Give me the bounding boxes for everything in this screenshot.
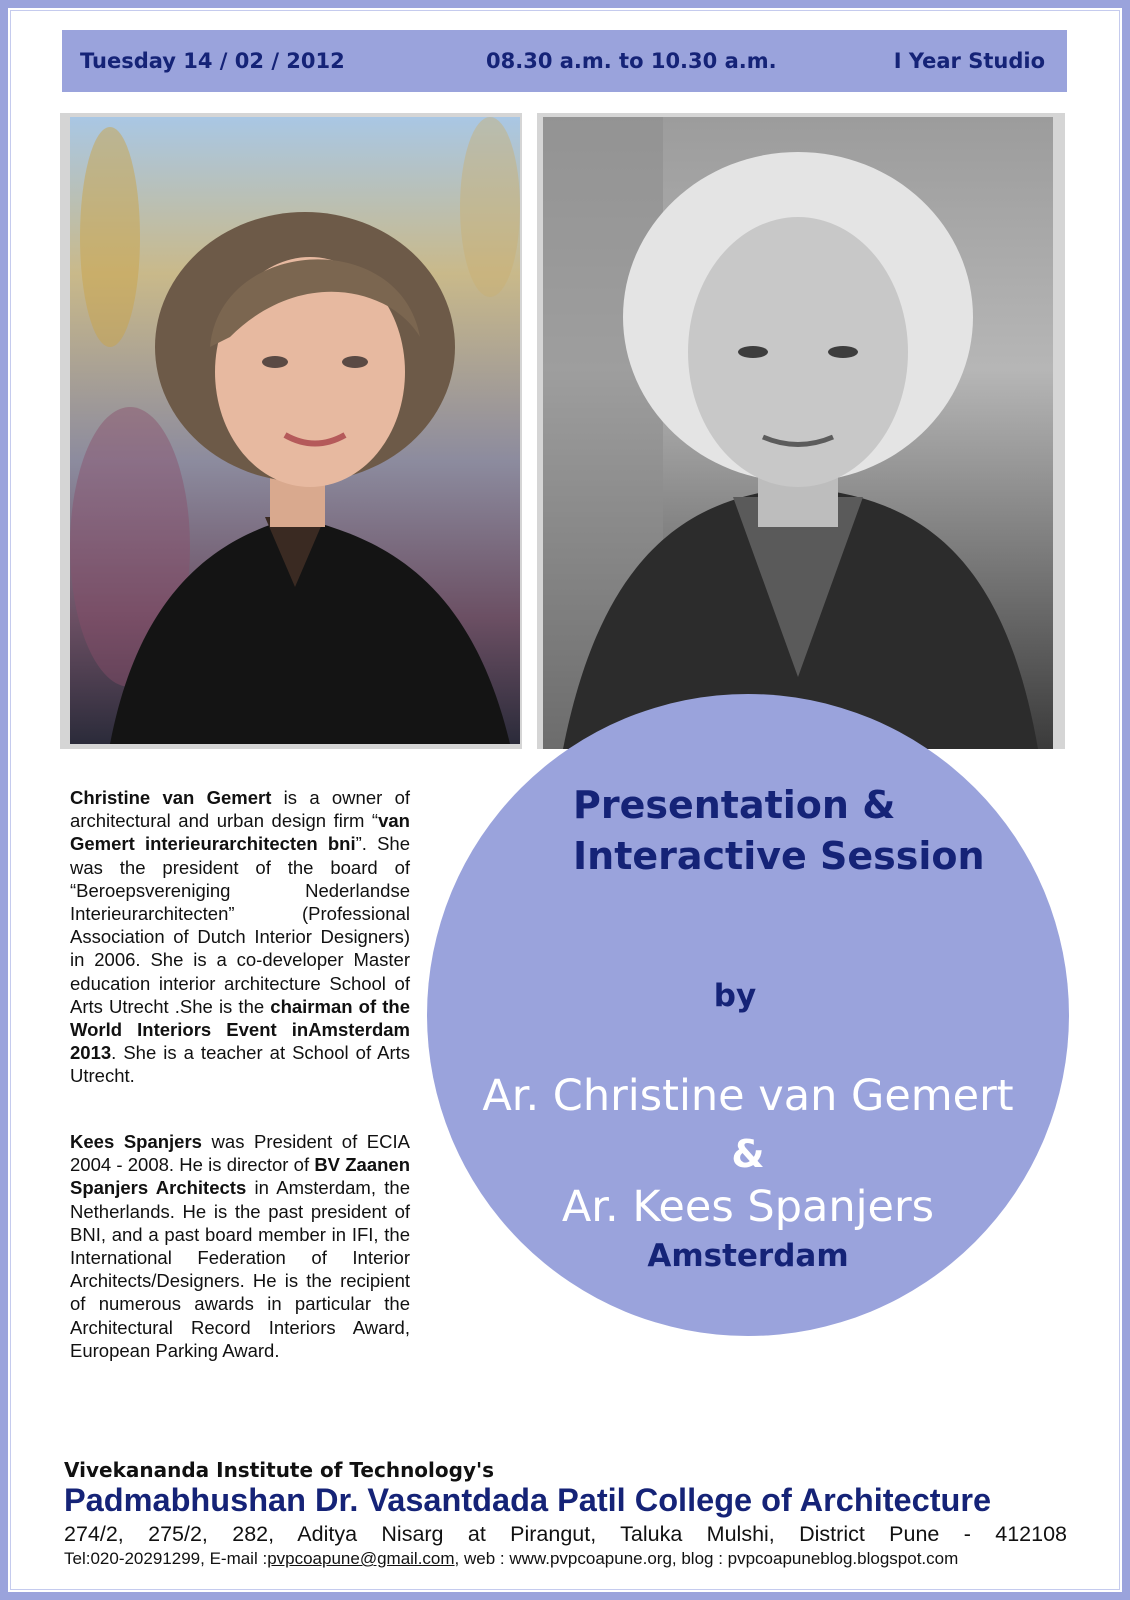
photo-frame-kees <box>537 113 1065 749</box>
bio-christine-firm: van Gemert interieurarchitecten bni <box>70 810 410 855</box>
session-title <box>573 780 985 882</box>
event-header-bar <box>62 30 1067 92</box>
portrait-kees-image <box>543 117 1053 749</box>
bio-christine-role: chairman of the World Interiors Event inAmsterdam 2013 <box>70 995 410 1064</box>
bio-kees <box>70 1130 410 1362</box>
event-time: 08.30 a.m. to 10.30 a.m. <box>486 49 777 73</box>
speaker-city: Amsterdam <box>647 1238 849 1274</box>
footer-address: 274/2, 275/2, 282, Aditya Nisarg at Pirangut, Taluka Mulshi, District Pune - 412108 <box>64 1522 1067 1546</box>
footer-web-blog: , web : www.pvpcoapune.org, blog : pvpcoapuneblog.blogspot.com <box>454 1549 959 1568</box>
footer-institute: Vivekananda Institute of Technology's <box>64 1458 495 1482</box>
bio-christine-text-3: . She is a teacher at School of Arts Utrecht. <box>70 1042 410 1087</box>
session-title-line1: Presentation & <box>573 783 896 827</box>
footer-contact <box>64 1549 958 1569</box>
bio-christine-text-2: ”. She was the president of the board of “Beroepsvereniging Nederlandse Interieurarchitecten” (Professional Association of Dutch Interior Designers) in 2006. She is a co-developer Master education interior architecture School of Arts Utrecht .She is the <box>70 833 411 1017</box>
footer-college-name: Padmabhushan Dr. Vasantdada Patil College of Architecture <box>64 1482 992 1518</box>
portrait-kees-spanjers <box>543 117 1053 749</box>
bio-christine-text-1: is a owner of architectural and urban design firm “ <box>70 787 410 832</box>
bio-kees-text-2: in Amsterdam, the Netherlands. He is the past president of BNI, and a past board member in IFI, the International Federation of Interior Architects/Designers. He is the recipient of numerous awards in particular the Architectural Record Interiors Award, European Parking Award. <box>70 1177 410 1361</box>
photo-frame-christine <box>60 113 522 749</box>
speaker-ampersand: & <box>731 1132 765 1176</box>
bio-kees-text-1: was President of ECIA 2004 - 2008. He is director of <box>70 1131 410 1176</box>
bio-christine-name: Christine van Gemert <box>70 787 272 808</box>
event-date: Tuesday 14 / 02 / 2012 <box>80 49 345 73</box>
bio-christine <box>70 786 410 1088</box>
speaker-2-name: Ar. Kees Spanjers <box>561 1182 935 1232</box>
footer-tel: Tel:020-20291299, E-mail : <box>64 1549 268 1568</box>
event-venue: I Year Studio <box>893 49 1045 73</box>
portrait-christine-van-gemert <box>70 117 520 744</box>
portrait-christine-image <box>70 117 520 744</box>
session-title-line2: Interactive Session <box>573 834 985 878</box>
bio-kees-name: Kees Spanjers <box>70 1131 202 1152</box>
footer-email-link[interactable]: pvpcoapune@gmail.com <box>267 1549 455 1568</box>
session-by: by <box>713 978 757 1014</box>
speaker-1-name: Ar. Christine van Gemert <box>482 1071 1014 1121</box>
bio-kees-firm: BV Zaanen Spanjers Architects <box>70 1154 411 1199</box>
